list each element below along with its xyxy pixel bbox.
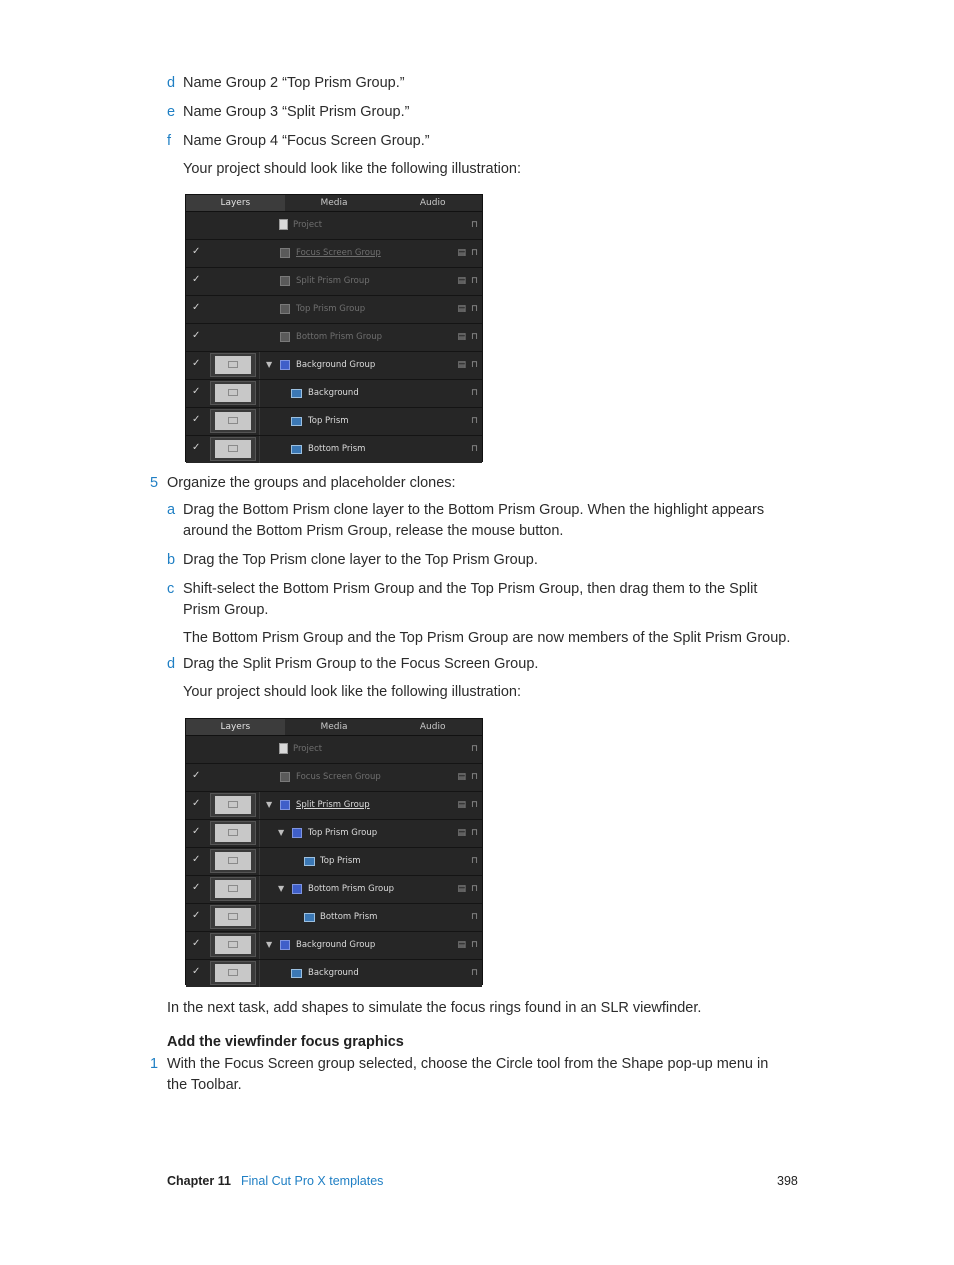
checkbox-icon[interactable]: ✓ [192, 910, 201, 921]
image-icon [304, 913, 315, 922]
disclosure-triangle-icon[interactable]: ▼ [278, 828, 285, 837]
checkbox-icon[interactable]: ✓ [192, 938, 201, 949]
lock-icon[interactable]: ⊓ [470, 856, 478, 866]
lock-icon[interactable]: ⊓ [470, 444, 478, 454]
step-item-c [167, 579, 174, 600]
step-marker: e [167, 104, 176, 120]
mask-icon[interactable]: ▤ [457, 884, 466, 894]
layer-label: Focus Screen Group [296, 772, 381, 782]
lock-icon[interactable]: ⊓ [470, 276, 478, 286]
tab-layers[interactable]: Layers [186, 719, 285, 735]
layer-label: Bottom Prism Group [296, 332, 383, 342]
layer-row-top-prism[interactable] [186, 408, 482, 436]
layer-thumbnail [210, 437, 256, 461]
layer-label: Background [308, 968, 359, 978]
group-icon [280, 248, 290, 258]
group-icon [280, 940, 290, 950]
layer-thumbnail [210, 877, 256, 901]
layer-row-top-prism-group[interactable] [186, 820, 482, 848]
layer-row-background-group[interactable] [186, 352, 482, 380]
checkbox-icon[interactable]: ✓ [192, 414, 201, 425]
group-icon [280, 800, 290, 810]
checkbox-icon[interactable]: ✓ [192, 330, 201, 341]
project-icon [279, 743, 288, 754]
lock-icon[interactable]: ⊓ [470, 248, 478, 258]
step-item-e [167, 102, 410, 123]
lock-icon[interactable]: ⊓ [470, 940, 478, 950]
image-icon [291, 417, 302, 426]
disclosure-triangle-icon[interactable]: ▼ [266, 800, 273, 809]
step-marker: c [167, 581, 175, 597]
next-task-text: In the next task, add shapes to simulate the focus rings found in an SLR viewfinder. [167, 1000, 702, 1016]
checkbox-icon[interactable]: ✓ [192, 358, 201, 369]
layer-label: Split Prism Group [296, 276, 370, 286]
step-item-b [167, 550, 175, 571]
layer-label: Bottom Prism [308, 444, 366, 454]
disclosure-triangle-icon[interactable]: ▼ [266, 940, 273, 949]
checkbox-icon[interactable]: ✓ [192, 826, 201, 837]
disclosure-triangle-icon[interactable]: ▼ [266, 360, 273, 369]
lock-icon[interactable]: ⊓ [470, 416, 478, 426]
mask-icon[interactable]: ▤ [457, 360, 466, 370]
lock-icon[interactable]: ⊓ [470, 220, 478, 230]
group-icon [280, 772, 290, 782]
layer-row-top-prism-group[interactable] [186, 296, 482, 324]
checkbox-icon[interactable]: ✓ [192, 854, 201, 865]
mask-icon[interactable]: ▤ [457, 772, 466, 782]
layer-thumbnail [210, 409, 256, 433]
panel-tabs [186, 719, 482, 736]
layer-row-focus-screen-group[interactable] [186, 240, 482, 268]
group-icon [280, 360, 290, 370]
group-icon [292, 828, 302, 838]
group-icon [280, 332, 290, 342]
layers-panel-2 [185, 718, 483, 985]
step-item-d [167, 73, 405, 94]
tab-media[interactable]: Media [320, 722, 348, 732]
step-marker: a [167, 502, 176, 518]
checkbox-icon[interactable]: ✓ [192, 966, 201, 977]
tab-layers[interactable]: Layers [186, 195, 285, 211]
layer-label: Split Prism Group [296, 800, 370, 810]
layer-label: Bottom Prism [320, 912, 378, 922]
layer-thumbnail [210, 793, 256, 817]
layer-label: Bottom Prism Group [308, 884, 395, 894]
image-icon [304, 857, 315, 866]
lock-icon[interactable]: ⊓ [470, 772, 478, 782]
layer-thumbnail [210, 821, 256, 845]
checkbox-icon[interactable]: ✓ [192, 386, 201, 397]
lock-icon[interactable]: ⊓ [470, 744, 478, 754]
mask-icon[interactable]: ▤ [457, 276, 466, 286]
step-item-f [167, 131, 430, 152]
layer-label: Top Prism Group [296, 304, 366, 314]
lock-icon[interactable]: ⊓ [470, 968, 478, 978]
project-icon [279, 219, 288, 230]
image-icon [291, 969, 302, 978]
layer-row-background[interactable] [186, 960, 482, 987]
panel-tabs [186, 195, 482, 212]
layer-row-background[interactable] [186, 380, 482, 408]
group-icon [280, 276, 290, 286]
layers-panel-1 [185, 194, 483, 462]
step-marker: b [167, 552, 176, 568]
checkbox-icon[interactable]: ✓ [192, 246, 201, 257]
image-icon [291, 389, 302, 398]
step-text-b: Drag the Top Prism clone layer to the Top Prism Group. [183, 552, 538, 568]
checkbox-icon[interactable]: ✓ [192, 442, 201, 453]
footer-title-link[interactable]: Final Cut Pro X templates [241, 1174, 384, 1188]
layer-row-top-prism[interactable] [186, 848, 482, 876]
step-number: 5 [150, 475, 159, 491]
layer-row-bottom-prism[interactable] [186, 904, 482, 932]
layer-row-background-group[interactable] [186, 932, 482, 960]
layer-label: Focus Screen Group [296, 248, 381, 258]
step-note: The Bottom Prism Group and the Top Prism Group are now members of the Split Prism Group. [183, 630, 791, 646]
step-item-d2 [167, 654, 175, 675]
layer-label: Top Prism [320, 856, 361, 866]
tab-audio[interactable]: Audio [419, 722, 446, 732]
step-text-c [183, 579, 823, 620]
text-line: the Toolbar. [167, 1076, 242, 1093]
checkbox-icon[interactable]: ✓ [192, 798, 201, 809]
step-marker: d [167, 75, 176, 91]
mask-icon[interactable]: ▤ [457, 332, 466, 342]
layer-thumbnail [210, 381, 256, 405]
layer-thumbnail [210, 353, 256, 377]
step-text: Name Group 3 “Split Prism Group.” [183, 104, 410, 120]
disclosure-triangle-icon[interactable]: ▼ [278, 884, 285, 893]
step-text-d2: Drag the Split Prism Group to the Focus Screen Group. [183, 656, 539, 672]
lock-icon[interactable]: ⊓ [470, 912, 478, 922]
layer-row-split-prism-group[interactable] [186, 268, 482, 296]
layer-row-bottom-prism[interactable] [186, 436, 482, 463]
step-text: Organize the groups and placeholder clones: [167, 475, 456, 491]
group-icon [280, 304, 290, 314]
checkbox-icon[interactable]: ✓ [192, 302, 201, 313]
layer-label: Background [308, 388, 359, 398]
tab-media[interactable]: Media [320, 198, 348, 208]
layer-label: Project [293, 744, 323, 754]
text-line: Drag the Bottom Prism clone layer to the Bottom Prism Group. When the highlight appears [183, 502, 765, 518]
mask-icon[interactable]: ▤ [457, 248, 466, 258]
layer-label: Project [293, 220, 323, 230]
tab-audio[interactable]: Audio [419, 198, 446, 208]
lock-icon[interactable]: ⊓ [470, 332, 478, 342]
mask-icon[interactable]: ▤ [457, 800, 466, 810]
layer-row-split-prism-group[interactable] [186, 792, 482, 820]
image-icon [291, 445, 302, 454]
layer-thumbnail [210, 905, 256, 929]
step-item-a [167, 500, 175, 521]
step-number: 1 [150, 1056, 159, 1072]
footer-chapter: Chapter 11 [167, 1174, 231, 1188]
illustration-intro: Your project should look like the following illustration: [183, 161, 521, 177]
layer-label: Top Prism Group [308, 828, 378, 838]
layer-thumbnail [210, 849, 256, 873]
step-marker: d [167, 656, 176, 672]
step-text: Name Group 2 “Top Prism Group.” [183, 75, 405, 91]
layer-row-focus-screen-group[interactable] [186, 764, 482, 792]
layer-thumbnail [210, 933, 256, 957]
layer-label: Top Prism [308, 416, 349, 426]
step-text: Name Group 4 “Focus Screen Group.” [183, 133, 430, 149]
lock-icon[interactable]: ⊓ [470, 828, 478, 838]
lock-icon[interactable]: ⊓ [470, 304, 478, 314]
checkbox-icon[interactable]: ✓ [192, 770, 201, 781]
group-icon [292, 884, 302, 894]
checkbox-icon[interactable]: ✓ [192, 882, 201, 893]
mask-icon[interactable]: ▤ [457, 828, 466, 838]
layer-row-project[interactable] [186, 212, 482, 240]
illustration-intro: Your project should look like the following illustration: [183, 684, 521, 700]
text-line: Prism Group. [183, 601, 269, 618]
layer-thumbnail [210, 961, 256, 985]
step-marker: f [167, 133, 172, 149]
mask-icon[interactable]: ▤ [457, 940, 466, 950]
lock-icon[interactable]: ⊓ [470, 388, 478, 398]
lock-icon[interactable]: ⊓ [470, 360, 478, 370]
layer-row-bottom-prism-group[interactable] [186, 324, 482, 352]
mask-icon[interactable]: ▤ [457, 304, 466, 314]
checkbox-icon[interactable]: ✓ [192, 274, 201, 285]
step-text-a [183, 500, 823, 541]
layer-label: Background Group [296, 940, 376, 950]
layer-row-bottom-prism-group[interactable] [186, 876, 482, 904]
layer-label: Background Group [296, 360, 376, 370]
section-heading: Add the viewfinder focus graphics [167, 1034, 404, 1050]
text-line: With the Focus Screen group selected, choose the Circle tool from the Shape pop-up menu in [167, 1056, 769, 1072]
lock-icon[interactable]: ⊓ [470, 800, 478, 810]
text-line: around the Bottom Prism Group, release the mouse button. [183, 522, 564, 539]
lock-icon[interactable]: ⊓ [470, 884, 478, 894]
layer-row-project[interactable] [186, 736, 482, 764]
text-line: Shift-select the Bottom Prism Group and the Top Prism Group, then drag them to the Split [183, 581, 758, 597]
step-text [167, 1054, 827, 1095]
page-number: 398 [777, 1174, 798, 1188]
